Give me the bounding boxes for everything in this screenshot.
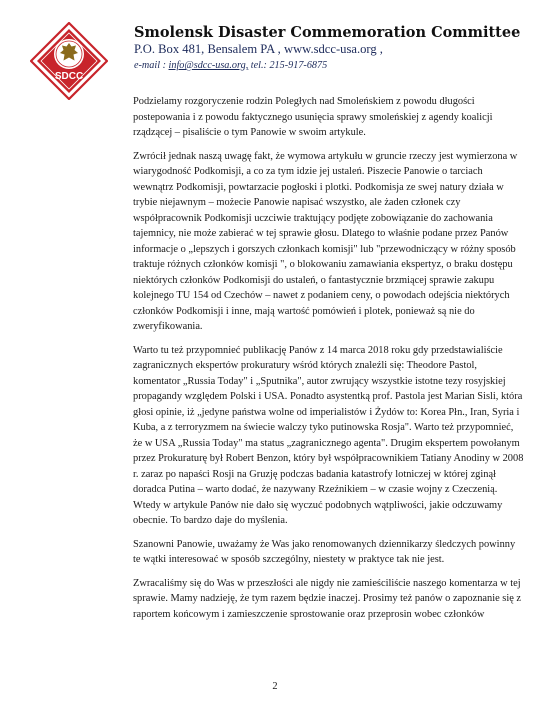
email-link[interactable]: info@sdcc-usa.org,: [168, 60, 249, 71]
letterhead: [134, 24, 534, 72]
paragraph: Podzielamy rozgoryczenie rodzin Poległych nad Smoleńskiem z powodu długości postepowania i z powodu faktycznego usunięcia sprawy smoleńskiej z agendy koalicji rządzącej – pisaliście o tym Panowie w swoim artykule.: [133, 96, 493, 138]
organization-name: Smolensk Disaster Commemoration Committee: [134, 24, 521, 41]
sdcc-logo: [30, 22, 108, 100]
paragraph: Warto tu też przypomnieć publikację Panów z 14 marca 2018 roku gdy przedstawialiście zagranicznych ekspertów prokuratury wśród których znaleźli się: Theodore Pastol, komentator „Russia Today" i „Sputnika", autor zwrujący wszystkie istotne tezy rosyjskiej propagandy względem Polski i USA. Ponadto asystentką prof. Pastola jest Marian Sisli, która głosi opinie, iż „jedyne państwa wolne od imperialistów i Żydów to: Korea Płn., Iran, Syria i Kuba, a z terroryzmem na świecie walczy tyko putinowska Rosja". Warto też przypomnieć, że w USA „Russia Today" ma status „zagranicznego agenta". Drugim ekspertem powołanym przez Prokuraturę był Robert Benzon, który był współpracownikiem Tatiany Anodiny w 2008 r. zaraz po napaści Rosji na Gruzję podczas badania katastrofy lotniczej w której zginął doradca Putina – warto dodać, że nazywany Rzeźnikiem – w czasie wojny z Czeczenią. Wtedy w artykule Panów nie dało się wyczuć podobnych wątpliwości, jakie odczuwamy obecnie. To bardzo daje do myślenia.: [133, 344, 524, 526]
paragraph: Szanowni Panowie, uważamy że Was jako renomowanych dziennikarzy śledczych powinny te wątki interesować w sposób szczególny, niestety w praktyce tak nie jest.: [133, 538, 516, 565]
paragraph: Zwracaliśmy się do Was w przeszłości ale nigdy nie zamieściliście naszego komentarza w tej sprawie. Mamy nadzieję, że tym razem będzie inaczej. Prosimy też panów o zapoznanie się z raportem końcowym i zamieszczenie sprostowanie oraz przeprosin wobec członków: [133, 577, 522, 620]
paragraph: Zwrócił jednak naszą uwagę fakt, że wymowa artykułu w gruncie rzeczy jest wymierzona w wiarygodność Podkomisji, a co za tym idzie jej ustaleń. Piszecie Panowie o tarciach wewnątrz Podkomisji, powtarzacie pogłoski i plotki. Podkomisja ze swej natury działa w trybie niejawnym – możecie Panowie napisać wszystko, ale żaden członek czy współpracownik Podkomisji uczciwie traktujący podjęte zobowiązanie do zachowania tajemnicy, nie może zabierać w tej sprawie głosu. Dlatego to właśnie podane przez Panów informacje o „lepszych i gorszych członkach komisji" lub "przewodniczący w różny sposób traktuje różnych członków komisji ", o blokowaniu zamawiania ekspertyz, o braku dostępu niektórych członków Podkomisji do ustaleń, o fantastycznie brzmiącej sprawie zakupu kolejnego TU 154 od Czechów – nawet z podaniem ceny, o powodach odejścia niektórych członków Podkomisji i inne, mają wartość pomówień i plotek, ponieważ są nie do zweryfikowania.: [133, 150, 518, 332]
telephone: tel.: 215-917-6875: [250, 60, 328, 71]
letter-body: [133, 94, 525, 630]
logo-text: SDCC: [54, 71, 84, 82]
page-number: 2: [272, 681, 278, 692]
contact-line: [134, 59, 534, 72]
postal-address: P.O. Box 481, Bensalem PA , www.sdcc-usa.org ,: [134, 42, 383, 56]
email-label: e-mail :: [134, 60, 166, 71]
